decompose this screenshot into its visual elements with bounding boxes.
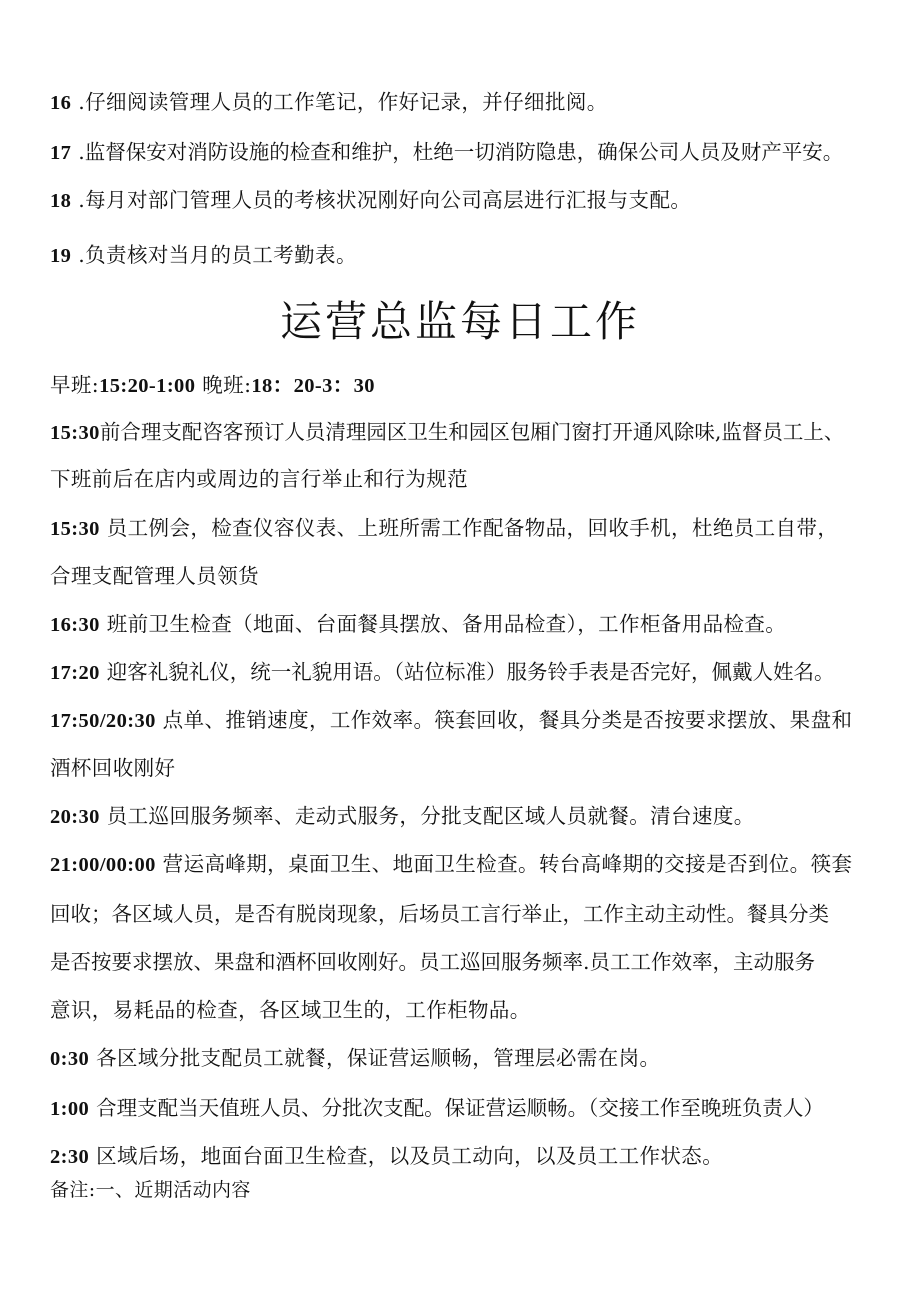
schedule-entry: 0:30 各区域分批支配员工就餐，保证营运顺畅，管理层必需在岗。 xyxy=(50,1046,661,1070)
schedule-entry: 15:30 员工例会，检查仪容仪表、上班所需工作配备物品，回收手机，杜绝员工自带， xyxy=(50,516,839,540)
item-17: 17 .监督保安对消防设施的检查和维护，杜绝一切消防隐患，确保公司人员及财产平安。 xyxy=(50,140,844,164)
item-18: 18 .每月对部门管理人员的考核状况刚好向公司高层进行汇报与支配。 xyxy=(50,188,692,212)
schedule-entry-continuation: 下班前后在店内或周边的言行举止和行为规范 xyxy=(50,467,468,491)
schedule-entry-continuation: 酒杯回收刚好 xyxy=(50,756,176,780)
item-19: 19 .负责核对当月的员工考勤表。 xyxy=(50,243,357,267)
schedule-entry: 20:30 员工巡回服务频率、走动式服务，分批支配区域人员就餐。清台速度。 xyxy=(50,804,755,828)
item-16: 16 .仔细阅读管理人员的工作笔记，作好记录，并仔细批阅。 xyxy=(50,90,608,114)
schedule-entry: 15:30前合理支配咨客预订人员清理园区卫生和园区包厢门窗打开通风除味,监督员工上、 xyxy=(50,420,845,444)
schedule-entry: 2:30 区域后场，地面台面卫生检查，以及员工动向，以及员工工作状态。 xyxy=(50,1144,724,1168)
page-title: 运营总监每日工作 xyxy=(279,297,640,346)
schedule-entry: 16:30 班前卫生检查（地面、台面餐具摆放、备用品检查），工作柜备用品检查。 xyxy=(50,612,787,636)
schedule-entry: 1:00 合理支配当天值班人员、分批次支配。保证营运顺畅。（交接工作至晚班负责人） xyxy=(50,1096,824,1120)
shift-line: 早班:15:20-1:00 晚班:18：20-3：30 xyxy=(50,373,375,397)
schedule-entry-continuation: 是否按要求摆放、果盘和酒杯回收刚好。员工巡回服务频率.员工工作效率，主动服务 xyxy=(50,950,816,974)
schedule-entry: 17:50/20:30 点单、推销速度，工作效率。筷套回收，餐具分类是否按要求摆放、果盘和 xyxy=(50,708,853,732)
schedule-entry-continuation: 意识，易耗品的检查，各区域卫生的，工作柜物品。 xyxy=(50,998,531,1022)
schedule-entry-continuation: 合理支配管理人员领货 xyxy=(50,564,259,588)
schedule-entry: 17:20 迎客礼貌礼仪，统一礼貌用语。（站位标准）服务铃手表是否完好，佩戴人姓名。 xyxy=(50,660,835,684)
schedule-entry: 21:00/00:00 营运高峰期，桌面卫生、地面卫生检查。转台高峰期的交接是否到位。筷套 xyxy=(50,852,853,876)
schedule-entry-continuation: 回收；各区域人员，是否有脱岗现象，后场员工言行举止，工作主动主动性。餐具分类 xyxy=(50,902,829,926)
note-line: 备注:一、近期活动内容 xyxy=(50,1179,251,1201)
